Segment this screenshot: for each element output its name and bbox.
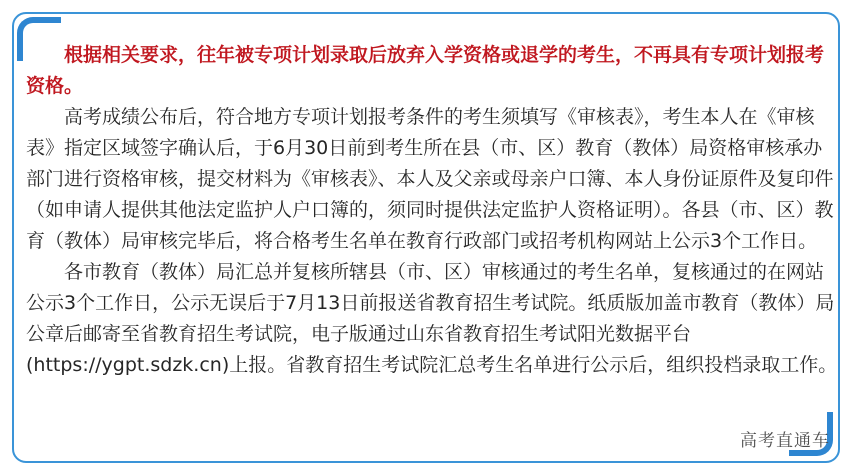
paragraph-city-review: 各市教育（教体）局汇总并复核所辖县（市、区）审核通过的考生名单，复核通过的在网站公示3个工作日，公示无误后于7月13日前报送省教育招生考试院。纸质版加盖市教育（教体）局公章后邮寄至省教育招生考试院，电子版通过山东省教育招生考试阳光数据平台(https://ygpt.sdzk.cn)上报。省教育招生考试院汇总考生名单进行公示后，组织投档录取工作。	[26, 261, 838, 376]
watermark-text: 高考直通车	[740, 431, 830, 451]
paragraph-review-submission: 高考成绩公布后，符合地方专项计划报考条件的考生须填写《审核表》，考生本人在《审核表》指定区域签字确认后，于6月30日前到考生所在县（市、区）教育（教体）局资格审核承办部门进行资格审核，提交材料为《审核表》、本人及父亲或母亲户口簿、本人身份证原件及复印件（如申请人提供其他法定监护人户口簿的，须同时提供法定监护人资格证明）。各县（市、区）教育（教体）局审核完毕后，将合格考生名单在教育行政部门或招考机构网站上公示3个工作日。	[26, 106, 834, 252]
warning-paragraph: 根据相关要求，往年被专项计划录取后放弃入学资格或退学的考生，不再具有专项计划报考资格。	[26, 44, 825, 97]
document-body	[26, 40, 838, 381]
